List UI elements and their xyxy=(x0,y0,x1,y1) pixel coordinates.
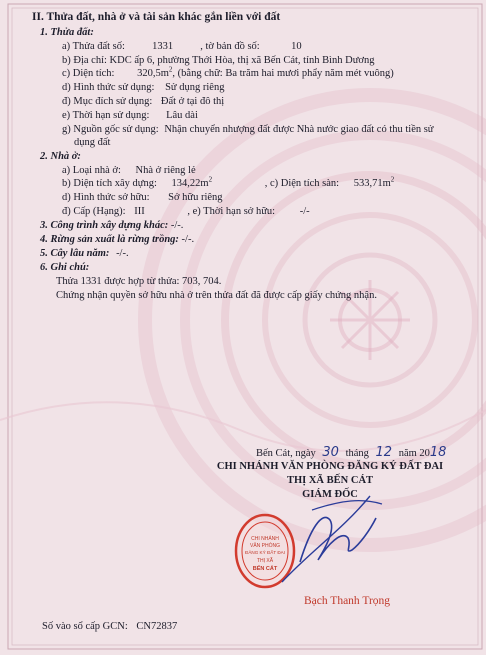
perennial-row xyxy=(40,247,129,261)
origin-value-line2: dụng đất xyxy=(74,137,111,148)
registry-label: Số vào sổ cấp GCN: xyxy=(42,621,128,632)
seal-line-4: THỊ XÃ xyxy=(256,558,274,564)
sign-place-label: Bến Cát, ngày xyxy=(256,448,316,459)
section-heading: II. Thửa đất, nhà ở và tài sản khác gắn liền với đất xyxy=(32,11,281,23)
sign-day: 30 xyxy=(322,445,339,460)
forest-row xyxy=(40,233,194,247)
sign-year: 18 xyxy=(429,445,447,460)
office-district: THỊ XÃ BẾN CÁT xyxy=(286,475,374,486)
term-value: Lâu dài xyxy=(166,110,198,121)
other-works-row xyxy=(40,219,183,233)
sign-year-label: năm 20 xyxy=(398,448,430,459)
sign-date-row xyxy=(256,446,446,461)
purpose-value: Đất ở tại đô thị xyxy=(160,96,225,107)
house-area-row: b) Diện tích xây dựng: $134,22m^2$ , c) Diện tích sàn: $533,71m^2$ xyxy=(62,175,395,189)
address-label: b) Địa chỉ: xyxy=(62,55,107,66)
origin-label: g) Nguồn gốc sử dụng: xyxy=(62,124,159,135)
term-row xyxy=(62,109,198,123)
handwritten-signature xyxy=(249,490,392,585)
house-title: 2. Nhà ở: xyxy=(40,151,81,162)
parcel-row xyxy=(62,40,330,54)
perennial-title: 5. Cây lâu năm: xyxy=(40,248,110,259)
own-term-value: -/- xyxy=(299,206,310,217)
area-in-words: , (bằng chữ: Ba trăm hai mươi phẩy năm mét vuông) xyxy=(172,68,394,79)
other-works-title: 3. Công trình xây dựng khác: xyxy=(40,220,169,231)
signer-role: GIÁM ĐỐC xyxy=(302,489,358,500)
land-title: 1. Thửa đất: xyxy=(40,27,94,38)
other-works-value: -/-. xyxy=(170,220,184,231)
floor-area-value: 533,71m xyxy=(353,178,391,189)
use-form-value: Sử dụng riêng xyxy=(165,82,225,93)
floor-area-label: , c) Diện tích sàn: xyxy=(264,178,340,189)
grade-value: III xyxy=(134,206,145,217)
map-label: , tờ bản đồ số: xyxy=(200,41,260,52)
house-type-value: Nhà ở riêng lẻ xyxy=(135,165,196,176)
notes-title: 6. Ghi chú: xyxy=(40,262,90,273)
origin-row xyxy=(62,123,434,137)
address-value: KDC ấp 6, phường Thới Hòa, thị xã Bến Cát, tỉnh Bình Dương xyxy=(109,55,375,66)
seal-line-5: BẾN CÁT xyxy=(252,566,278,572)
seal-line-1: CHI NHÁNH xyxy=(251,536,279,542)
sign-month: 12 xyxy=(375,445,393,460)
owner-form-label: d) Hình thức sở hữu: xyxy=(62,192,150,203)
term-label: e) Thời hạn sử dụng: xyxy=(62,110,150,121)
purpose-label: đ) Mục đích sử dụng: xyxy=(62,96,153,107)
registry-number: CN72837 xyxy=(136,621,178,632)
origin-value-line1: Nhận chuyển nhượng đất được Nhà nước giao đất có thu tiền sử xyxy=(164,124,434,135)
purpose-row xyxy=(62,95,224,109)
parcel-number: 1331 xyxy=(152,41,174,52)
registry-row xyxy=(42,620,177,634)
note-ownership: Chứng nhận quyền sở hữu nhà ở trên thửa đất đã được cấp giấy chứng nhận. xyxy=(56,290,377,301)
parcel-label: a) Thửa đất số: xyxy=(62,41,125,52)
area-value: 320,5m xyxy=(137,68,169,79)
perennial-value: -/-. xyxy=(116,248,129,259)
note-merge: Thửa 1331 được hợp từ thửa: 703, 704. xyxy=(56,276,222,287)
seal-line-3: ĐĂNG KÝ ĐẤT ĐAI xyxy=(245,550,285,555)
area-label: c) Diện tích: xyxy=(62,68,115,79)
grade-row xyxy=(62,205,310,219)
signer-name: Bạch Thanh Trọng xyxy=(304,595,391,607)
map-number: 10 xyxy=(291,41,302,52)
house-type-label: a) Loại nhà ở: xyxy=(62,165,121,176)
built-area-value: 134,22m xyxy=(171,178,209,189)
own-term-label: , e) Thời hạn sở hữu: xyxy=(187,206,276,217)
seal-line-2: VĂN PHÒNG xyxy=(249,543,281,549)
built-area-label: b) Diện tích xây dựng: xyxy=(62,178,157,189)
forest-title: 4. Rừng sản xuất là rừng trồng: xyxy=(40,234,179,245)
address-row xyxy=(62,54,375,68)
grade-label: đ) Cấp (Hạng): xyxy=(62,206,126,217)
area-row: c) Diện tích: $320,5m^2$, (bằng chữ: Ba trăm hai mươi phẩy năm mét vuông) xyxy=(62,65,394,79)
house-type-row xyxy=(62,164,196,178)
sign-month-label: tháng xyxy=(345,448,369,459)
owner-form-row xyxy=(62,191,223,205)
office-name: CHI NHÁNH VĂN PHÒNG ĐĂNG KÝ ĐẤT ĐAI xyxy=(216,461,444,472)
use-form-row xyxy=(62,81,224,95)
use-form-label: d) Hình thức sử dụng: xyxy=(62,82,155,93)
forest-value: -/-. xyxy=(181,234,195,245)
owner-form-value: Sở hữu riêng xyxy=(168,192,223,203)
